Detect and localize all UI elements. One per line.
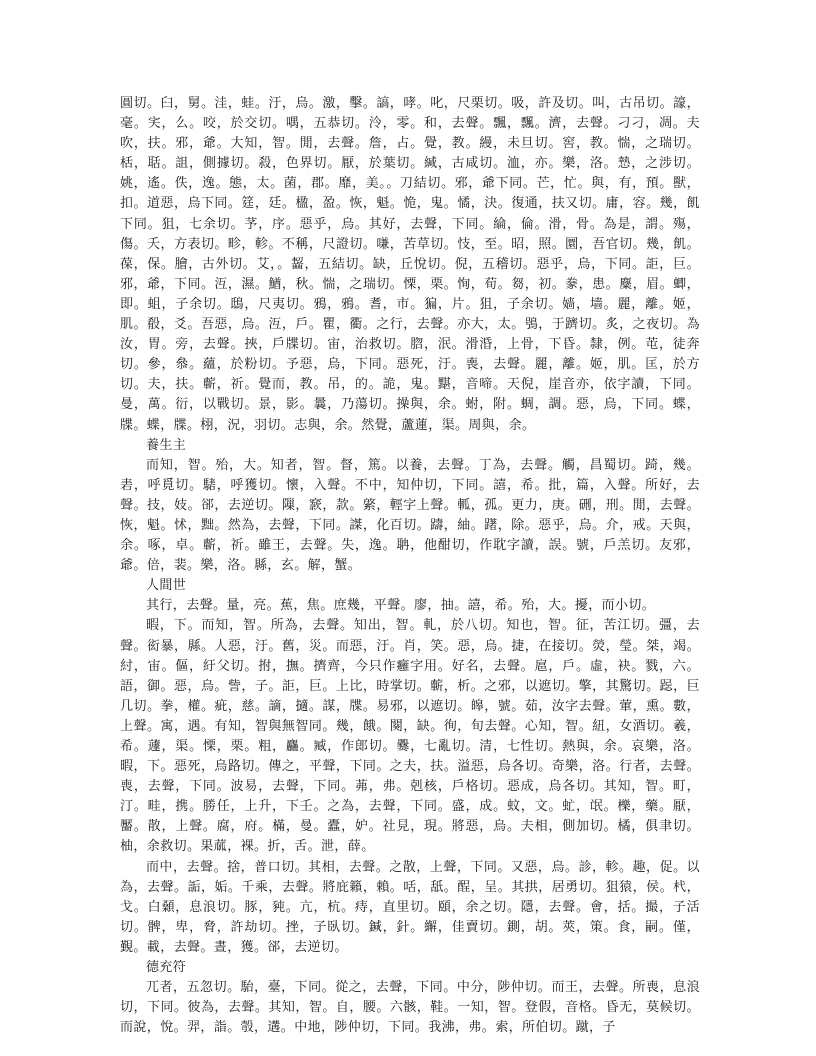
section-paragraph-dechongfu: 兀者，五忽切。駘，臺，下同。從之，去聲，下同。中分，陟仲切。而王，去聲。所喪，息浪切，下同。彼為，去聲。其知，智。自，腰。六骸，鞋。一知，智。登假，音格。昏无，莫候切。而說，悅。羿，詣。彀，遘。中地，陟仲切，下同。我沸，弗。索，所伯切。蹴，子 (120, 980, 700, 1036)
section-paragraph-renjianshi-2: 暇，下。而知，智。所為，去聲。知出，智。軋，於八切。知也，智。征，苦江切。彊，去聲。衒暴，縣。人惡，汙。舊，災。而惡，汙。肖，笑。惡，烏。捷，在接切。熒，瑩。桀，竭。紂，宙。傴，紆父切。拊，撫。擠齊，今只作癰字用。好名，去聲。扈，戶。虛，袂。戮，六。語，御。惡，烏。訾，子。詎，巨。上比，時掌切。蘄，析。之邪，以遮切。擎，其驚切。跽，巨几切。拳，權。疵，慈。謫，擿。謀，牒。易邪，以遮切。皞，號。茹，汝字去聲。葷，熏。數，上聲。寓，遇。有知，智與無智同。幾，餓。闋，缺。徇，旬去聲。心知，智。紐，女酒切。羲，希。蘧，渠。慄，栗。粗，麤。臧，作郎切。爨，七亂切。清，七性切。熱與，余。哀樂，洛。暇，下。惡死，烏路切。傳之，平聲，下同。之夫，扶。溢惡，烏各切。奇樂，洛。行者，去聲。喪，去聲，下同。波易，去聲，下同。茀，弗。剋核，戶格切。惡成，烏各切。其知，智。町，汀。畦，携。勝任，上升，下壬。之為，去聲，下同。盛，成。蚊，文。虻，氓。櫟，藥。厭，靨。散，上聲。腐，府。樠，曼。蠹，妒。社見，現。將惡，烏。夫相，側加切。橘，俱聿切。柚，余救切。果蓏，裸。折，舌。泄，薛。 (120, 618, 700, 855)
section-heading-yangshengzhu: 養生主 (146, 437, 187, 453)
section-heading-dechongfu: 德充符 (146, 960, 187, 976)
section-paragraph-renjianshi-1: 其行，去聲。量，亮。蕉，焦。庶幾，平聲。廖，抽。譆，希。殆，大。擾，而小切。 (146, 598, 656, 614)
section-heading-renjianshi: 人間世 (146, 578, 187, 594)
section-paragraph-renjianshi-3: 而中，去聲。捨，普口切。其相，去聲。之散，上聲，下同。又惡，烏。診，軫。趣，促。以為，去聲。詬，姤。千乘，去聲。將庇籟，賴。咶，舐。酲，呈。其拱，居勇切。狙猿，侯。杙，戈。白顙，息浪切。豚，豘。亢，杭。痔，直里切。頤，余之切。隱，去聲。會，括。撮，子活切。髀，卑，脅，許劫切。挫，子臥切。鍼，針。繲，佳賣切。鍘，胡。莢，策。食，嗣。僅，覲。載，去聲。晝，獲。郤，去逆切。 (120, 859, 700, 955)
section-paragraph-yangshengzhu: 而知，智。殆，大。知者，智。督，篤。以養，去聲。丁為，去聲。觸，昌蜀切。踦，幾。砉，呼覓切。騞，呼獲切。懷，入聲。不中，知仲切，下同。譆，希。批，篇，入聲。所好，去聲。技，妓。郤，去逆切。隟，窾，款。綮，輕字上聲。軱，孤。更力，庚。硎，刑。閒，去聲。恢，魁。怵，黜。然為，去聲，下同。謋，化百切。躊，紬。躇，除。惡乎，烏。介，戒。天與，余。啄，卓。蘄，祈。雖王，去聲。失，逸。聃，他酣切，作耽字讀，誤。號，戶羔切。友邪，爺。倍，裴。樂，洛。縣，玄。解，蟹。 (120, 457, 700, 574)
intro-paragraph: 圓切。臼，舅。洼，蛙。汙，烏。激，擊。謞，哮。叱，尺栗切。吸，許及切。叫，古吊切。譹，毫。宎，么。咬，於交切。喁，五恭切。泠，零。和，去聲。飄，飄。濟，去聲。刁刁，凋。夫吹，扶。邪，爺。大知，智。閒，去聲。詹，占。覺，教。縵，未旦切。窖，教。惴，之瑞切。栝，聒。詛，側據切。殺，色界切。厭，於葉切。緘，古咸切。洫，亦。樂，洛。慹，之涉切。姚，遙。佚，逸。態，太。菌，郡。靡，美。。刀結切。邪，爺下同。芒，忙。與，有，預。獸，扣。道惡，烏下同。筳，廷。楹，盈。恢，魁。恑，鬼。憰，決。復通，扶又切。庸，容。幾，飢下同。狙，七余切。芧，序。惡乎，烏。其好，去聲，下同。綸，倫。滑，骨。為是，謂。殤，傷。夭，方表切。畛，軫。不稱，尺證切。嗛，苦草切。忮，至。昭，照。圜，吾官切。幾，飢。葆，保。膾，古外切。艾，。齧，五結切。缺，丘悅切。倪，五稽切。惡乎，烏，下同。詎，巨。邪，爺，下同。沍，濕。鰌，秋。惴，之瑞切。慄，栗。恂，荀。芻，初。豢，患。麋，眉。蝍，即。蛆，子余切。鴟，尺夷切。鴉，鴉。耆，市。猵，片。狙，子余切。嫱，墙。麗，離。姬，肌。殽，爻。吾惡，烏。沍，戶。瞿，衢。之行，去聲。亦大，太。鴞，于躋切。炙，之夜切。為汝，胃。旁，去聲。挾，戶牒切。宙，治救切。脗，泯。滑涽，上骨，下昏。隸，例。芚，徒奔切。參，叅。蘊，於粉切。予惡，烏，下同。惡死，汙。喪，去聲。麗，離。姬，肌。匡，於方切。夫，扶。蘄，祈。覺而，教。吊，的。詭，鬼。黮，音啼。天倪，崖音亦，依字讀，下同。曼，萬。衍，以戰切。景，影。曩，乃蕩切。操與，余。蚹，附。蜩，調。惡，烏，下同。蝶，牒。蝶，牒。栩，況，羽切。志與，余。然覺，蘆蓮，渠。周與，余。 (120, 96, 700, 433)
text-column (120, 94, 700, 1038)
